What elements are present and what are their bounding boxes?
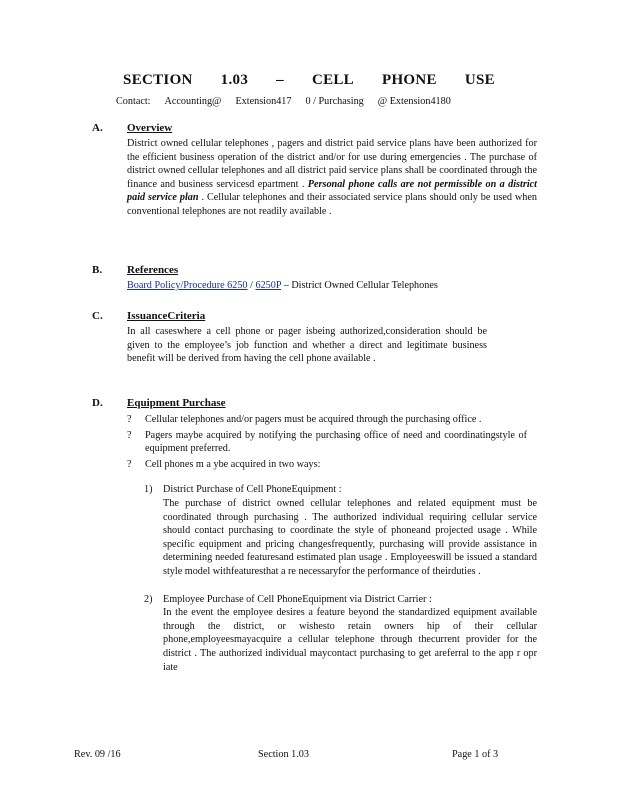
bullet-marker: ? xyxy=(127,429,132,441)
bullet-text: Pagers maybe acquired by notifying the purchasing office of need and coordinatingstyle of equipment preferred. xyxy=(145,429,527,455)
section-heading: References xyxy=(127,264,179,276)
contact-email: Accounting@ xyxy=(164,96,222,107)
overview-paragraph xyxy=(127,137,537,219)
section-body xyxy=(127,413,537,674)
criteria-paragraph: In all caseswhere a cell phone or pager isbeing authorized,consideration should be given to the employee’s job function and whether a direct and legitimate business benefit will be derived from having the cell phone available . xyxy=(127,326,487,365)
item-title: Employee Purchase of Cell PhoneEquipment via District Carrier : xyxy=(163,593,432,605)
item-number: 1) xyxy=(144,484,153,496)
title-number: 1.03 xyxy=(220,72,249,88)
item-number: 2) xyxy=(144,593,153,605)
section-body xyxy=(127,137,537,219)
title-word-phone: PHONE xyxy=(382,72,437,88)
contact-line xyxy=(116,95,465,109)
item-title: District Purchase of Cell PhoneEquipment : xyxy=(163,484,342,496)
list-item xyxy=(127,413,527,427)
bullet-text: Cellular telephones and/or pagers must be acquired through the purchasing office . xyxy=(145,414,482,425)
overview-italic-text: Personal phone calls are not permissible on a district paid service plan xyxy=(127,178,538,204)
section-heading: Overview xyxy=(127,122,173,134)
section-body xyxy=(127,279,537,293)
section-letter: A. xyxy=(92,122,103,134)
section-heading: IssuanceCriteria xyxy=(127,310,206,322)
bullet-text: Cell phones m a ybe acquired in two ways: xyxy=(145,458,321,470)
title-dash: – xyxy=(276,72,284,88)
policy-link[interactable]: Board Policy/Procedure 6250 xyxy=(127,280,248,291)
procedure-link[interactable]: 6250P xyxy=(255,280,282,291)
link-separator: / xyxy=(250,280,253,291)
numbered-item xyxy=(127,483,537,578)
list-item xyxy=(127,458,527,472)
revision-label: Rev. 09 /16 xyxy=(74,749,121,760)
page-title xyxy=(0,74,618,88)
contact-label: Contact: xyxy=(116,96,151,107)
contact-purchasing: 0 / Purchasing xyxy=(305,96,364,107)
footer-section-label: Section 1.03 xyxy=(258,749,309,760)
title-word-section: SECTION xyxy=(123,72,193,88)
overview-text-end: . Cellular telephones and their associated service plans should only be used when conventional telephones are not readily available . xyxy=(127,192,537,217)
title-word-cell: CELL xyxy=(311,72,354,88)
bullet-marker: ? xyxy=(127,458,132,470)
overview-text: District owned cellular telephones , pagers and district paid service plans have been authorized for the efficient business operation of the district and/or for use during emergencies . The purchase of district owned cellular telephones and all district paid service plans shall be coordinated through the finance and business servicesd epartment . xyxy=(127,138,537,190)
item-text: In the event the employee desires a feature beyond the standardized equipment available through the district, or wishesto retain owners hip of their cellular phone,employeesmayacquire a cellular telephone through thecurrent provider for the district . The authorized individual maycontact purchasing to get areferral to the app r opr iate xyxy=(163,607,537,673)
section-letter: C. xyxy=(92,310,103,322)
contact-extension-1: Extension417 xyxy=(235,96,292,107)
title-word-use: USE xyxy=(464,72,495,88)
page-number: Page 1 of 3 xyxy=(452,749,499,760)
contact-extension-2: @ Extension4180 xyxy=(377,96,451,107)
section-letter: B. xyxy=(92,264,103,276)
reference-text: – District Owned Cellular Telephones xyxy=(283,280,438,291)
bullet-marker: ? xyxy=(127,414,132,425)
list-item xyxy=(127,429,527,456)
section-letter: D. xyxy=(92,397,103,409)
section-body xyxy=(127,325,487,366)
section-heading: Equipment Purchase xyxy=(127,397,226,409)
item-text: The purchase of district owned cellular telephones and related equipment must be coordinated through purchasing . The authorized individual requiring cellular service should contact purchasing to coordinate the style of phoneand projected usage . While specific equipment and pricing changesfrequently, purchasing will provide assistance in determining needed featuresand estimated plan usage . Employeeswill be issued a standard style model withfeaturesthat a re necessaryfor the performance of theirduties . xyxy=(163,497,537,577)
numbered-item xyxy=(127,593,537,675)
